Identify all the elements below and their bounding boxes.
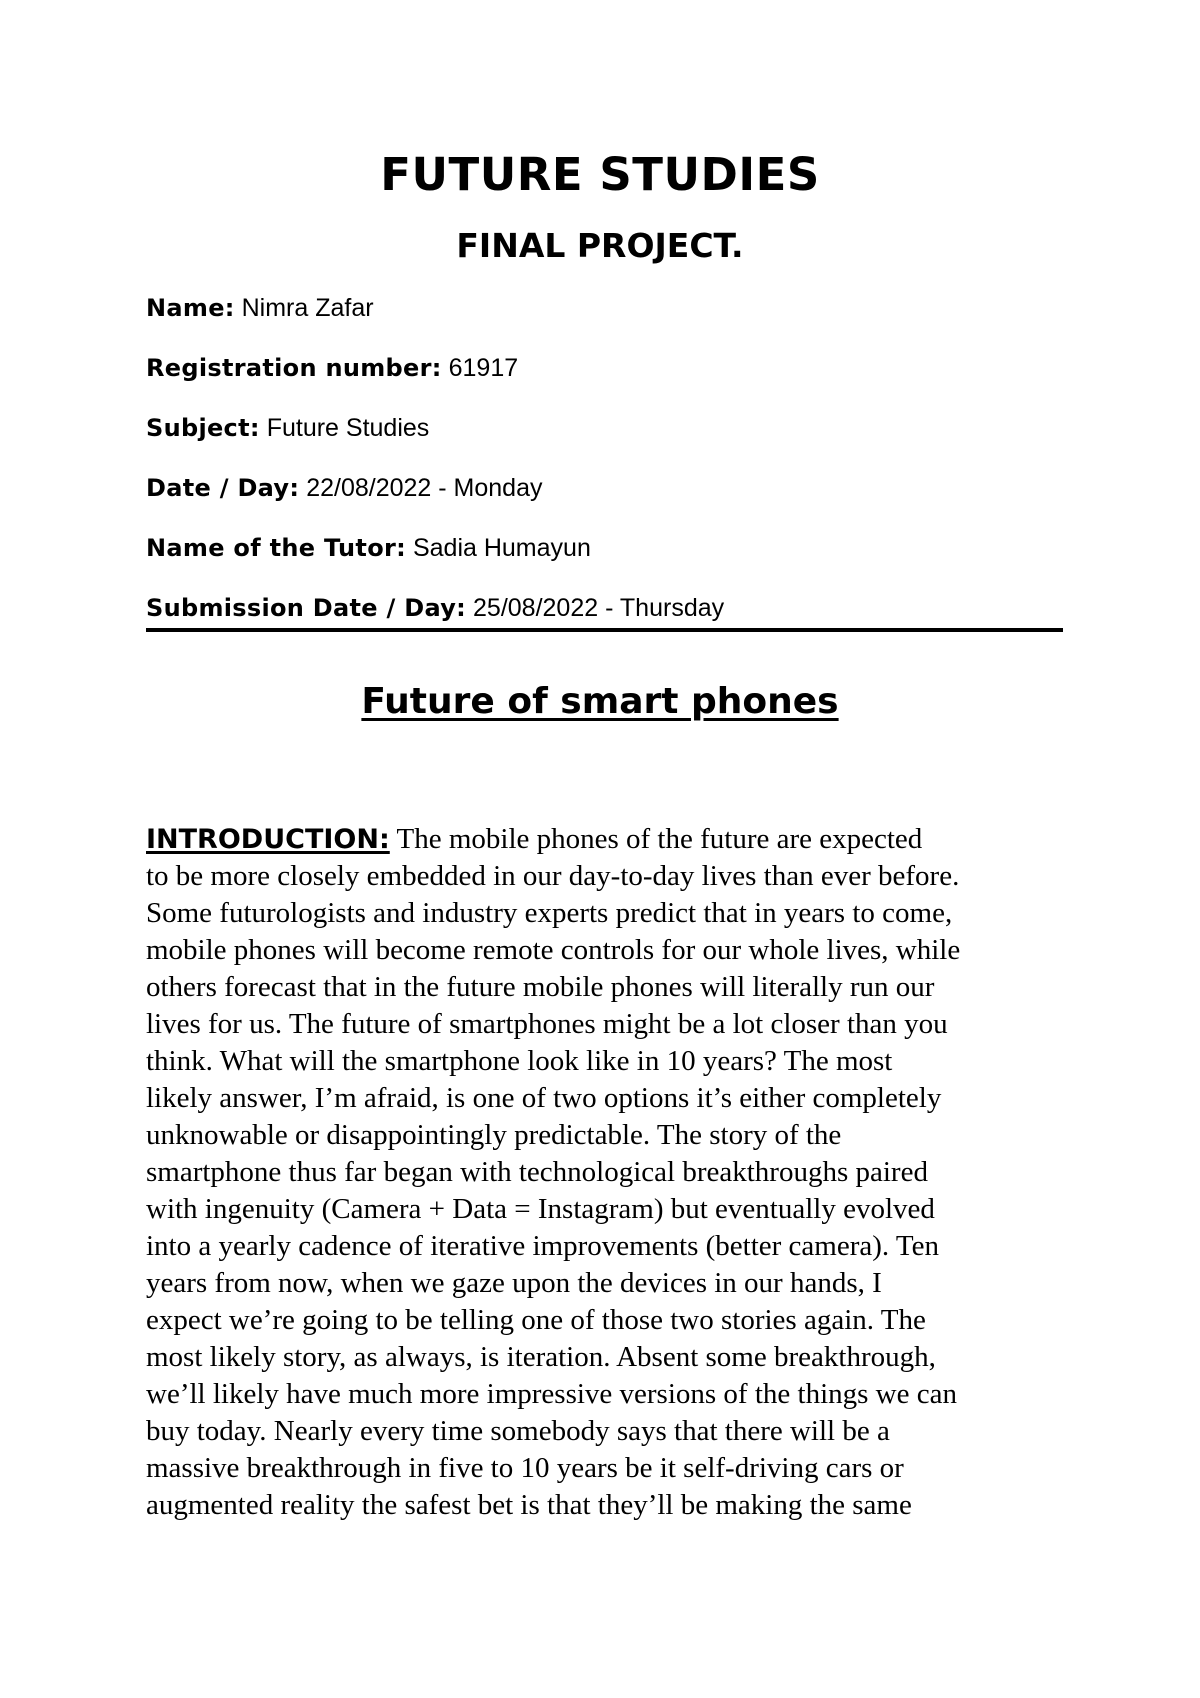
- info-row-subject: [146, 408, 1066, 468]
- paragraph-line: Some futurologists and industry experts predict that in years to come,: [146, 897, 953, 929]
- info-row-tutor: [146, 528, 1066, 588]
- student-info: [146, 288, 1066, 648]
- info-label: Name:: [146, 294, 235, 322]
- info-value: Future Studies: [259, 414, 430, 442]
- info-row-registration: [146, 348, 1066, 408]
- horizontal-divider: [146, 628, 1063, 632]
- document-subtitle: FINAL PROJECT.: [456, 226, 744, 265]
- info-row-date: [146, 468, 1066, 528]
- paragraph-line: smartphone thus far began with technological breakthroughs paired: [146, 1156, 928, 1188]
- document-title: FUTURE STUDIES: [380, 148, 820, 201]
- info-label: Submission Date / Day:: [146, 594, 467, 622]
- paragraph-line: mobile phones will become remote controls for our whole lives, while: [146, 934, 961, 966]
- paragraph-line: into a yearly cadence of iterative improvements (better camera). Ten: [146, 1230, 939, 1262]
- info-value: Sadia Humayun: [406, 534, 591, 562]
- paragraph-line: lives for us. The future of smartphones might be a lot closer than you: [146, 1008, 948, 1040]
- section-heading: [0, 680, 1200, 724]
- paragraph-line: augmented reality the safest bet is that they’ll be making the same: [146, 1489, 912, 1521]
- info-row-name: [146, 288, 1066, 348]
- paragraph-line: massive breakthrough in five to 10 years be it self-driving cars or: [146, 1452, 904, 1484]
- info-value: 22/08/2022 - Monday: [299, 474, 543, 502]
- paragraph-text: The mobile phones of the future are expected: [389, 823, 923, 855]
- paragraph-line: others forecast that in the future mobile phones will literally run our: [146, 971, 935, 1003]
- section-heading-text: Future of smart phones: [361, 681, 839, 722]
- paragraph-line: with ingenuity (Camera + Data = Instagram) but eventually evolved: [146, 1193, 935, 1225]
- introduction-paragraph: [146, 821, 1076, 1524]
- info-label: Registration number:: [146, 354, 442, 382]
- paragraph-line: unknowable or disappointingly predictable. The story of the: [146, 1119, 842, 1151]
- paragraph-line: [146, 821, 1076, 858]
- paragraph-line: to be more closely embedded in our day-to-day lives than ever before.: [146, 860, 960, 892]
- info-label: Date / Day:: [146, 474, 300, 502]
- info-label: Name of the Tutor:: [146, 534, 407, 562]
- paragraph-line: buy today. Nearly every time somebody says that there will be a: [146, 1415, 890, 1447]
- info-value: 25/08/2022 - Thursday: [466, 594, 725, 622]
- paragraph-line: most likely story, as always, is iteration. Absent some breakthrough,: [146, 1341, 936, 1373]
- info-value: 61917: [441, 354, 519, 382]
- paragraph-line: expect we’re going to be telling one of those two stories again. The: [146, 1304, 926, 1336]
- paragraph-line: we’ll likely have much more impressive versions of the things we can: [146, 1378, 957, 1410]
- paragraph-line: years from now, when we gaze upon the devices in our hands, I: [146, 1267, 882, 1299]
- paragraph-line: likely answer, I’m afraid, is one of two options it’s either completely: [146, 1082, 942, 1114]
- paragraph-line: think. What will the smartphone look like in 10 years? The most: [146, 1045, 893, 1077]
- info-row-submission: [146, 588, 1066, 648]
- info-value: Nimra Zafar: [234, 294, 374, 322]
- info-label: Subject:: [146, 414, 260, 442]
- introduction-label: INTRODUCTION:: [146, 824, 390, 855]
